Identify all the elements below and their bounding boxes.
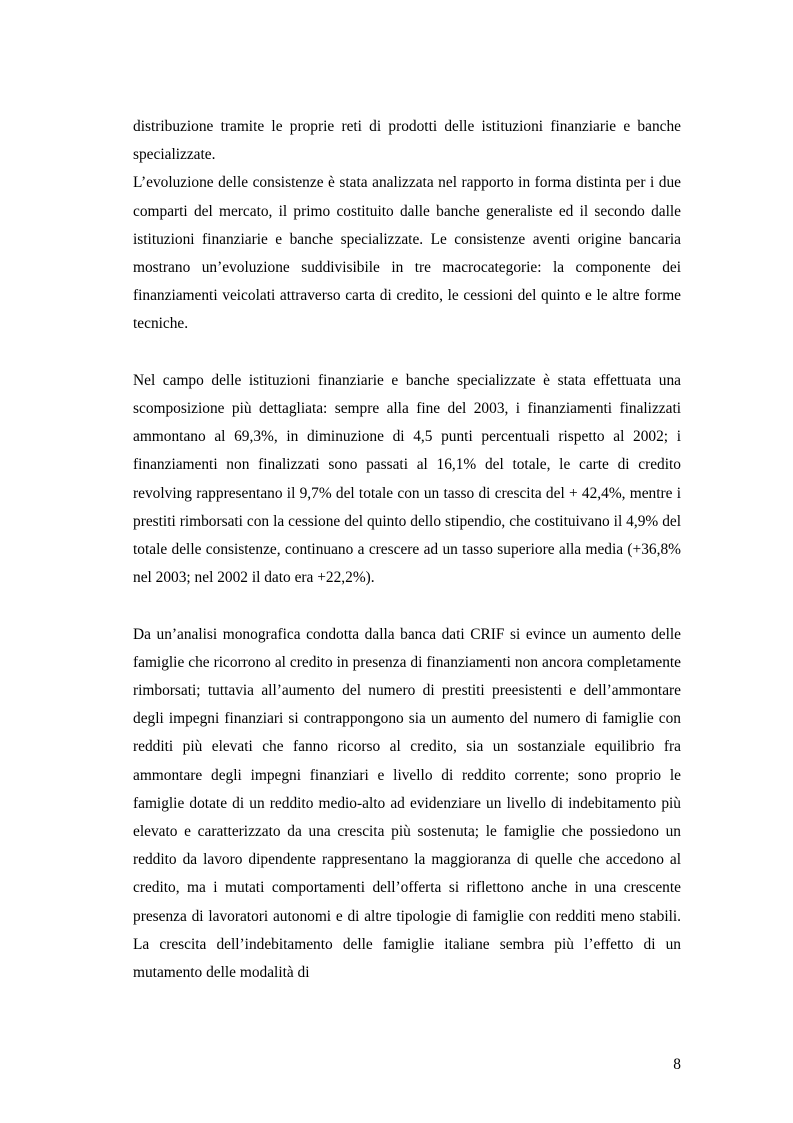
paragraph-gap <box>133 339 681 367</box>
body-text <box>133 113 681 987</box>
paragraph-consistenze: L’evoluzione delle consistenze è stata analizzata nel rapporto in forma distinta per i due comparti del mercato, il primo costituito dalle banche generaliste ed il secondo dalle istituzioni finanziarie e banche specializzate. Le consistenze aventi origine bancaria mostrano un’evoluzione suddivisibile in tre macrocategorie: la componente dei finanziamenti veicolati attraverso carta di credito, le cessioni del quinto e le altre forme tecniche. <box>133 174 681 333</box>
page-number: 8 <box>673 1056 681 1073</box>
paragraph-gap <box>133 592 681 620</box>
paragraph-istituzioni: Nel campo delle istituzioni finanziarie e banche specializzate è stata effettuata una scomposizione più dettagliata: sempre alla fine del 2003, i finanziamenti finalizzati ammontano al 69,3%, in diminuzione di 4,5 punti percentuali rispetto al 2002; i finanziamenti non finalizzati sono passati al 16,1% del totale, le carte di credito revolving rappresentano il 9,7% del totale con un tasso di crescita del + 42,4%, mentre i prestiti rimborsati con la cessione del quinto dello stipendio, che costituivano il 4,9% del totale delle consistenze, continuano a crescere ad un tasso superiore alla media (+36,8% nel 2003; nel 2002 il dato era +22,2%). <box>133 371 681 587</box>
paragraph-crif: Da un’analisi monografica condotta dalla banca dati CRIF si evince un aumento delle famiglie che ricorrono al credito in presenza di finanziamenti non ancora completamente rimborsati; tuttavia all’aumento del numero di prestiti preesistenti e dell’ammontare degli impegni finanziari si contrappongono sia un aumento del numero di famiglie con redditi più elevati che fanno ricorso al credito, sia un sostanziale equilibrio fra ammontare degli impegni finanziari e livello di reddito corrente; sono proprio le famiglie dotate di un reddito medio-alto ad evidenziare un livello di indebitamento più elevato e caratterizzato da una crescita più sostenuta; le famiglie che possiedono un reddito da lavoro dipendente rappresentano la maggioranza di quelle che accedono al credito, ma i mutati comportamenti dell’offerta si riflettono anche in una crescente presenza di lavoratori autonomi e di altre tipologie di famiglie con redditi meno stabili. La crescita dell’indebitamento delle famiglie italiane sembra più l’effetto di un mutamento delle modalità di <box>133 625 681 982</box>
paragraph-continuation: distribuzione tramite le proprie reti di prodotti delle istituzioni finanziarie e banche specializzate. <box>133 118 681 164</box>
